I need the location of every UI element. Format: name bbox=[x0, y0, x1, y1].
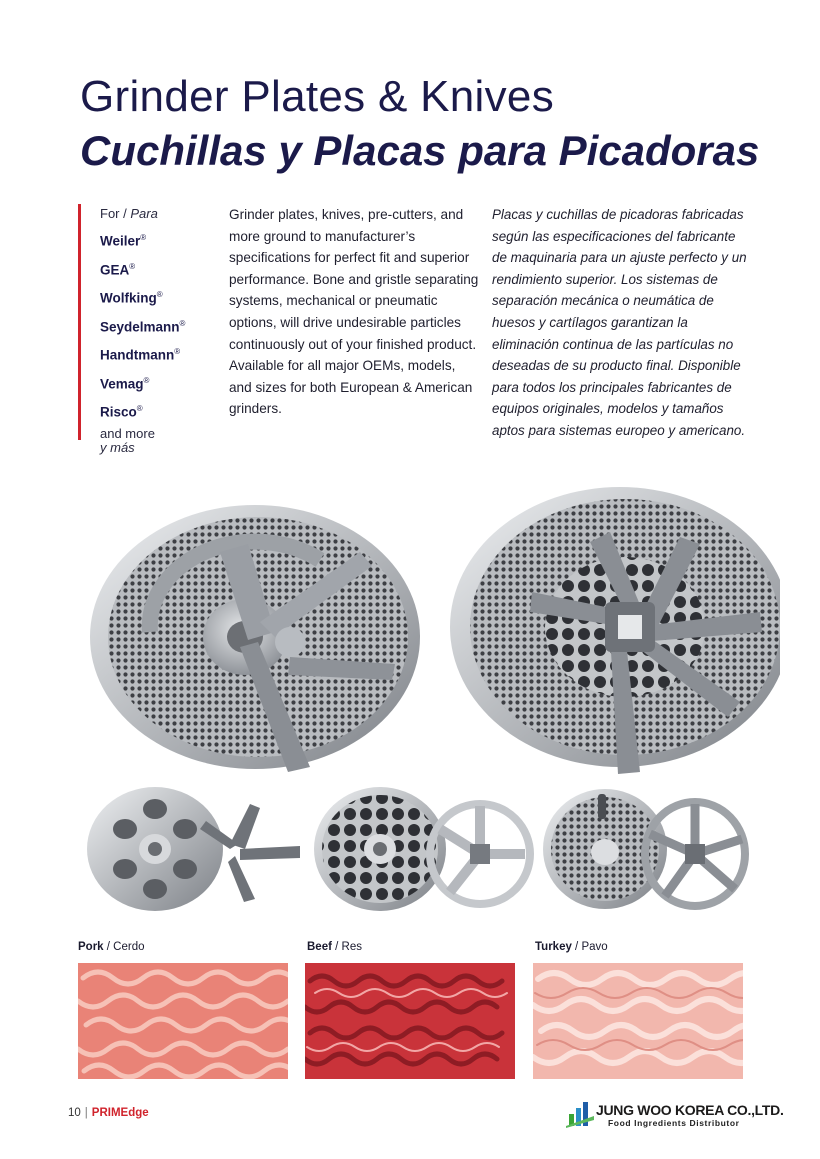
brand-item: Wolfking® bbox=[100, 290, 163, 306]
brand-item: Vemag® bbox=[100, 375, 150, 391]
footer-brand: PRIMEdge bbox=[91, 1107, 149, 1119]
logo-mark-icon bbox=[566, 1100, 594, 1128]
for-label: For / Para bbox=[100, 206, 158, 221]
brand-item: GEA® bbox=[100, 261, 136, 277]
brand-item: Risco® bbox=[100, 404, 143, 420]
body-text-english: Grinder plates, knives, pre-cutters, and more ground to manufacturer’s specifications for perfect fit and superior performance. Bone and gristle separating systems, mechanical or pneumatic options, will drive undesirable particles continuously out of your finished product. Available for all major OEMs, models, and sizes for both European & American grinders. bbox=[229, 207, 479, 417]
company-logo bbox=[566, 1100, 784, 1130]
page-footer: 10 | PRIMEdge bbox=[68, 1107, 149, 1119]
pork-plate-set-image bbox=[80, 774, 320, 924]
turkey-plate-set-image bbox=[540, 774, 780, 924]
brand-list bbox=[78, 204, 208, 455]
body-text-spanish: Placas y cuchillas de picadoras fabricadas según las especificaciones del fabricante de maquinaria para un ajuste perfecto y un rendimiento superior. Los sistemas de separación mecánica o neumática de huesos y cartílagos garantizan la eliminación continua de las partículas no deseadas de su producto final. Disponible para todos los principales fabricantes de equipos originales, modelos y tamaños aptos para sistemas europeo y americano. bbox=[492, 207, 747, 438]
page-title: Grinder Plates & Knives bbox=[80, 72, 554, 121]
pork-label: Pork / Cerdo bbox=[78, 941, 145, 953]
ground-beef-image bbox=[305, 963, 515, 1079]
left-grinder-plate bbox=[90, 505, 420, 772]
turkey-label: Turkey / Pavo bbox=[535, 941, 608, 953]
ground-pork-image bbox=[78, 963, 288, 1079]
beef-label: Beef / Res bbox=[307, 941, 362, 953]
company-name: JUNG WOO KOREA CO.,LTD. bbox=[596, 1102, 784, 1118]
page-subtitle: Cuchillas y Placas para Picadoras bbox=[80, 127, 760, 174]
hero-product-image bbox=[80, 482, 780, 782]
ground-turkey-image bbox=[533, 963, 743, 1079]
brand-item: Weiler® bbox=[100, 233, 147, 249]
right-grinder-plate bbox=[450, 487, 780, 774]
page-number: 10 bbox=[68, 1107, 81, 1119]
brand-item: Handtmann® bbox=[100, 347, 181, 363]
company-tagline: Food Ingredients Distributor bbox=[608, 1118, 740, 1128]
beef-plate-set-image bbox=[310, 774, 550, 924]
brand-item: Seydelmann® bbox=[100, 318, 186, 334]
and-more-label: and more y más bbox=[100, 425, 155, 455]
